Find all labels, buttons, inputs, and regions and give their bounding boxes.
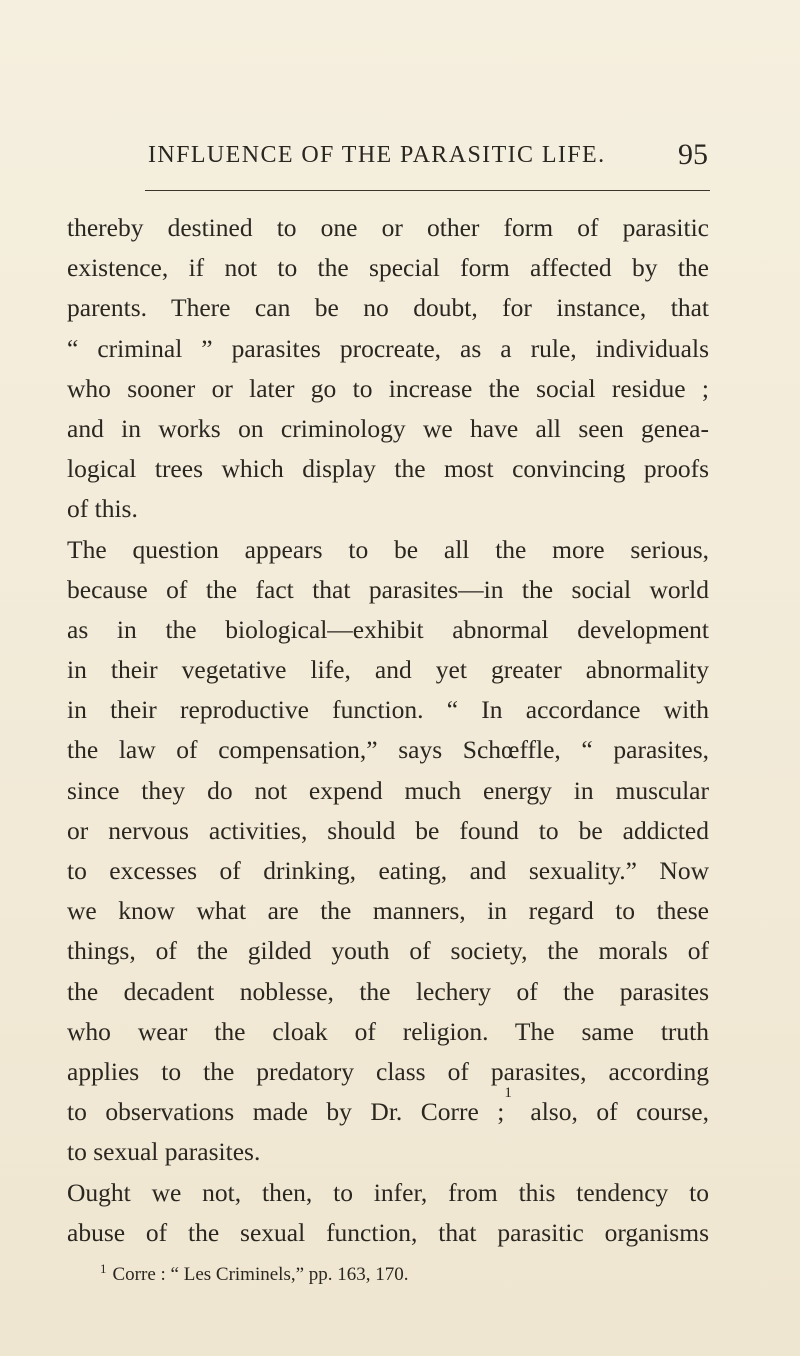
text-line: existence, if not to the special form affected by the [67, 253, 709, 283]
running-head: INFLUENCE OF THE PARASITIC LIFE. [148, 142, 606, 168]
text-line: who sooner or later go to increase the social residue ; [67, 373, 709, 403]
text-line: “ criminal ” parasites procreate, as a rule, individuals [67, 333, 709, 363]
text-line-with-note [67, 1085, 709, 1132]
footnote-reference: 1 [504, 1085, 512, 1102]
text-line: as in the biological—exhibit abnormal development [67, 614, 709, 644]
footnote-marker: 1 [100, 1261, 107, 1276]
text-line: or nervous activities, should be found to be addicted [67, 815, 709, 845]
text-line: who wear the cloak of religion. The same truth [67, 1016, 709, 1046]
text-line: logical trees which display the most convincing proofs [67, 454, 709, 484]
text-line: we know what are the manners, in regard to these [67, 896, 709, 926]
footnote [100, 1261, 409, 1286]
text-line: to excesses of drinking, eating, and sexuality.” Now [67, 856, 709, 885]
paragraph-start-line: Ought we not, then, to infer, from this tendency to [67, 1177, 709, 1207]
body-text [67, 208, 709, 1253]
text-line: to sexual parasites. [67, 1137, 261, 1167]
text-line: because of the fact that parasites—in the social world [67, 574, 709, 604]
header-rule [145, 190, 710, 191]
footnote-text: Corre : “ Les Criminels,” pp. 163, 170. [112, 1264, 409, 1285]
text-line: applies to the predatory class of parasites, according [67, 1056, 709, 1086]
text-segment: to observations made by Dr. Corre ; [67, 1097, 505, 1127]
text-line: and in works on criminology we have all seen genea- [67, 413, 709, 443]
text-line: parents. There can be no doubt, for instance, that [67, 293, 709, 323]
page-number: 95 [678, 138, 708, 171]
text-line: the decadent noblesse, the lechery of the parasites [67, 976, 709, 1006]
text-line: in their vegetative life, and yet greater abnormality [67, 655, 709, 685]
text-line: thereby destined to one or other form of parasitic [67, 213, 709, 242]
text-line: things, of the gilded youth of society, the morals of [67, 936, 709, 966]
text-segment: also, of course, [511, 1097, 709, 1127]
paragraph-start-line: The question appears to be all the more serious, [67, 534, 709, 564]
text-line: of this. [67, 494, 138, 524]
text-line: the law of compensation,” says Schœffle, “ parasites, [67, 735, 709, 765]
text-line: since they do not expend much energy in muscular [67, 775, 709, 805]
page-header [148, 138, 708, 178]
text-line: in their reproductive function. “ In accordance with [67, 695, 709, 725]
text-line: abuse of the sexual function, that parasitic organisms [67, 1217, 709, 1247]
